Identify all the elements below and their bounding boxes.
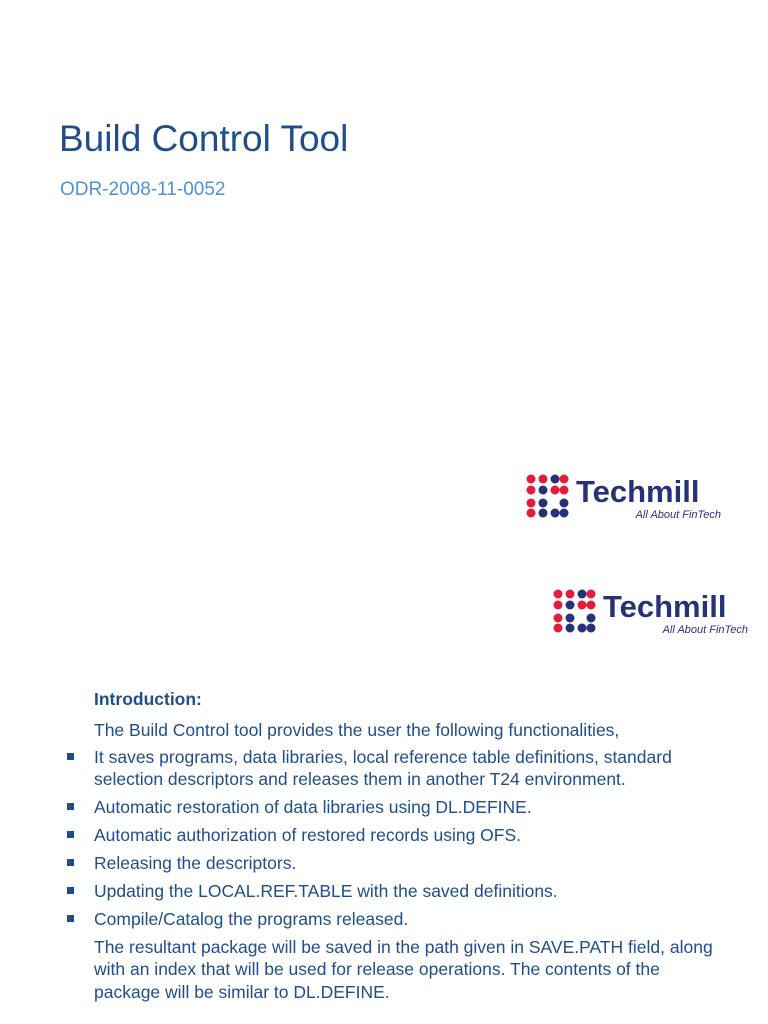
square-bullet-icon xyxy=(67,753,74,760)
techmill-wordmark: Techmill xyxy=(603,589,727,624)
list-item xyxy=(94,796,714,818)
slide-subtitle: ODR-2008-11-0052 xyxy=(60,179,226,200)
techmill-tagline: All About FinTech xyxy=(662,624,748,636)
list-item-text: Compile/Catalog the programs released. xyxy=(94,909,409,930)
techmill-tagline: All About FinTech xyxy=(635,509,721,521)
list-item xyxy=(94,852,714,874)
list-item xyxy=(94,824,714,846)
list-item xyxy=(94,746,714,790)
techmill-logo-secondary xyxy=(551,587,751,637)
list-item xyxy=(94,880,714,902)
techmill-dots-icon xyxy=(554,590,596,633)
square-bullet-icon xyxy=(67,859,74,866)
square-bullet-icon xyxy=(67,915,74,922)
functionality-list xyxy=(94,746,714,930)
techmill-wordmark: Techmill xyxy=(576,474,700,509)
introduction-section xyxy=(94,688,714,1003)
list-item-text: Releasing the descriptors. xyxy=(94,853,297,874)
introduction-heading: Introduction: xyxy=(94,689,202,709)
square-bullet-icon xyxy=(67,803,74,810)
list-item-text: It saves programs, data libraries, local reference table definitions, standard selection descriptors and releases them in another T24 environment. xyxy=(94,747,672,790)
techmill-logo-graphic xyxy=(524,472,724,522)
square-bullet-icon xyxy=(67,831,74,838)
techmill-logo xyxy=(524,472,724,522)
techmill-dots-icon xyxy=(527,475,569,518)
list-item-text: Automatic restoration of data libraries using DL.DEFINE. xyxy=(94,797,532,818)
closing-paragraph: The resultant package will be saved in the path given in SAVE.PATH field, along with an index that will be used for release operations. The contents of the package will be similar to DL.DEFINE. xyxy=(94,937,713,1002)
slide-title: Build Control Tool xyxy=(59,118,349,159)
list-item-text: Updating the LOCAL.REF.TABLE with the saved definitions. xyxy=(94,881,558,902)
introduction-lead: The Build Control tool provides the user the following functionalities, xyxy=(94,720,620,741)
square-bullet-icon xyxy=(67,887,74,894)
list-item-text: Automatic authorization of restored records using OFS. xyxy=(94,825,522,846)
list-item xyxy=(94,908,714,930)
techmill-logo-graphic xyxy=(551,587,751,637)
